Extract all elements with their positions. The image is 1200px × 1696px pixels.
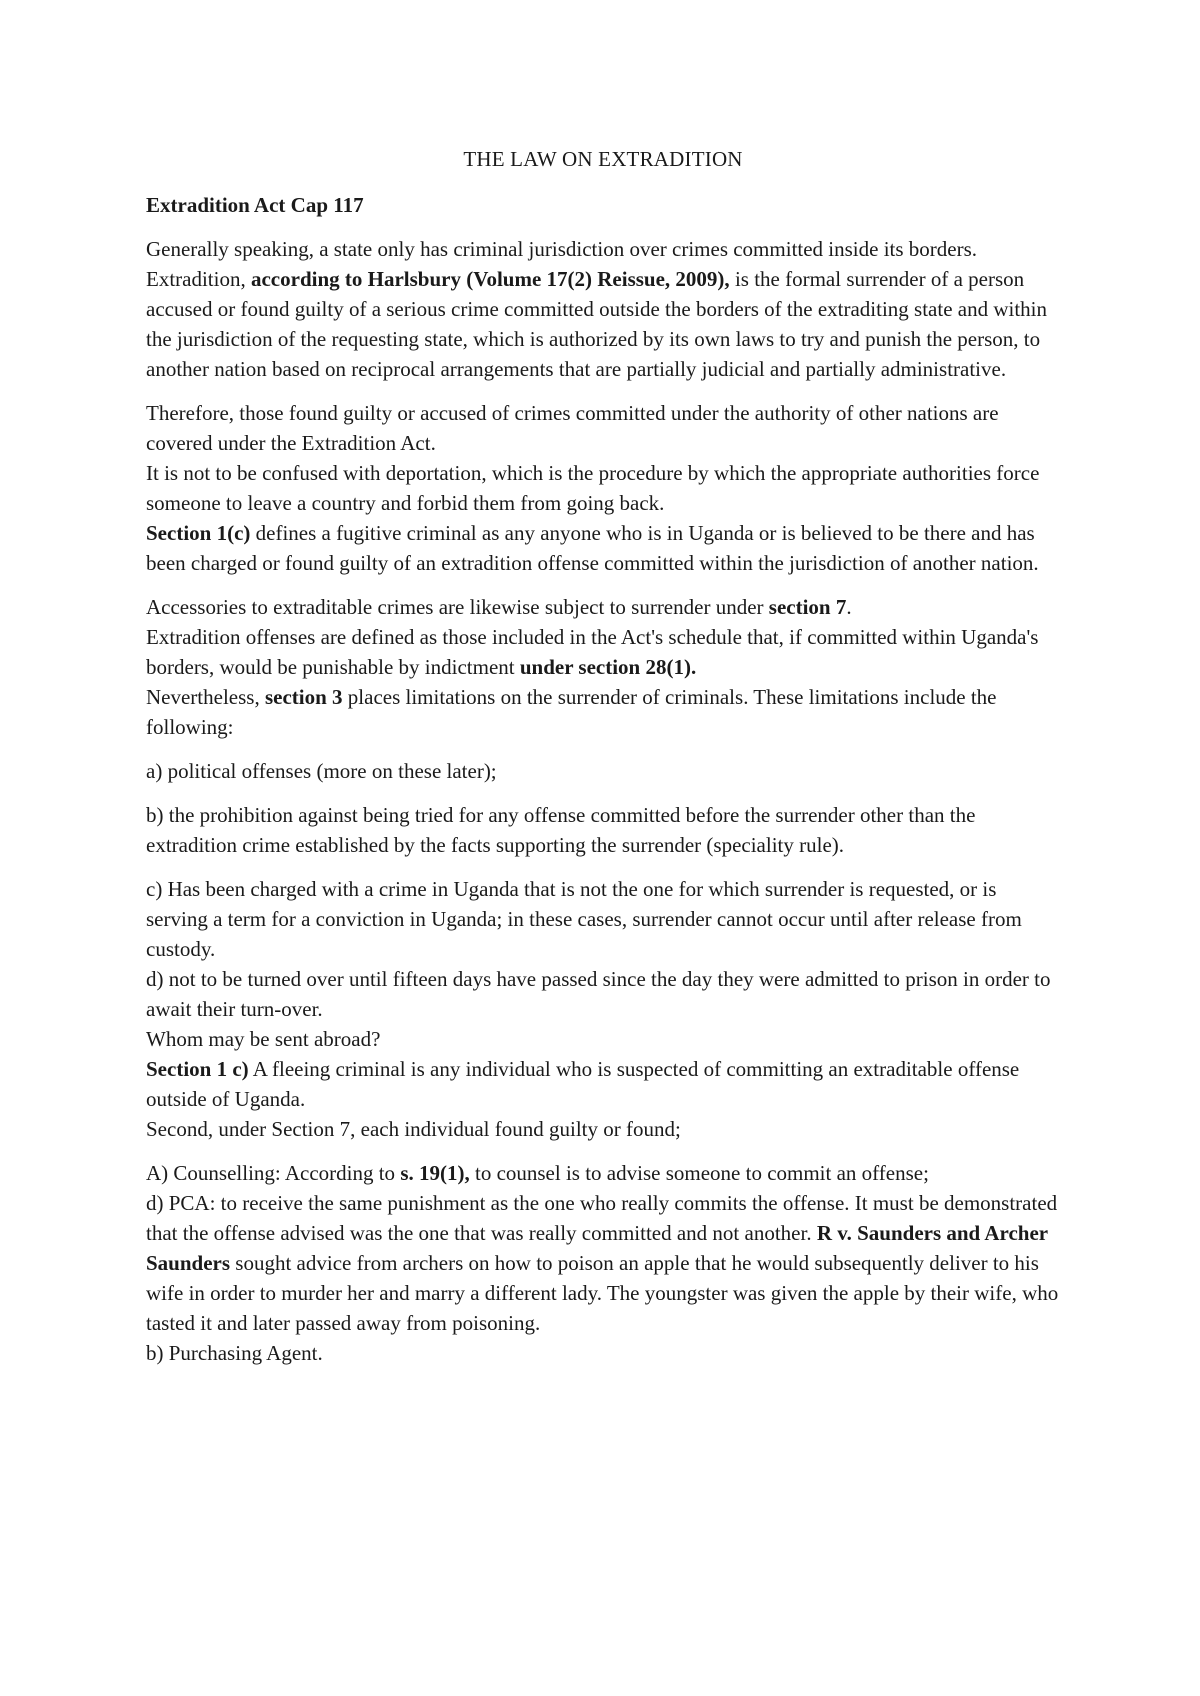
list-item-b: b) the prohibition against being tried for any offense committed before the surrender other than the extradition crime established by the facts supporting the surrender (speciality rule).	[146, 803, 976, 857]
list-item-d: d) not to be turned over until fifteen days have passed since the day they were admitted to prison in order to await their turn-over.	[146, 967, 1051, 1021]
paragraph-section-1c	[146, 518, 1060, 578]
paragraph-accessories	[146, 592, 1060, 622]
paragraph-coverage: Therefore, those found guilty or accused of crimes committed under the authority of other nations are covered under the Extradition Act.	[146, 401, 999, 455]
limitations-lead: Nevertheless,	[146, 685, 265, 709]
case-body: sought advice from archers on how to poison an apple that he would subsequently deliver to his wife in order to murder her and marry a different lady. The youngster was given the apple by their wife, who tasted it and later passed away from poisoning.	[146, 1251, 1059, 1335]
paragraph-offenses	[146, 622, 1060, 682]
section-1-c-ref: Section 1 c)	[146, 1057, 249, 1081]
section-1-c-body: A fleeing criminal is any individual who is suspected of committing an extraditable offense outside of Uganda.	[146, 1057, 1020, 1111]
paragraph-purchasing-agent: b) Purchasing Agent.	[146, 1341, 323, 1365]
section-1c-ref: Section 1(c)	[146, 521, 251, 545]
paragraph-deportation: It is not to be confused with deportation, which is the procedure by which the appropriate authorities force someone to leave a country and forbid them from going back.	[146, 461, 1040, 515]
section-19-ref: s. 19(1),	[400, 1161, 470, 1185]
definition-citation: according to Harlsbury (Volume 17(2) Reissue, 2009),	[250, 267, 730, 291]
offenses-body: Extradition offenses are defined as those included in the Act's schedule that, if committed within Uganda's borders, would be punishable by indictment	[146, 625, 1039, 679]
section-1c-body: defines a fugitive criminal as any anyone who is in Uganda or is believed to be there and has been charged or found guilty of an extradition offense committed within the jurisdiction of another nation.	[146, 521, 1039, 575]
limitations-body: places limitations on the surrender of criminals. These limitations include the following:	[146, 685, 997, 739]
list-item-a: a) political offenses (more on these later);	[146, 759, 497, 783]
list-item-c: c) Has been charged with a crime in Uganda that is not the one for which surrender is requested, or is serving a term for a conviction in Uganda; in these cases, surrender cannot occur until after release from custody.	[146, 877, 1022, 961]
counselling-lead: A) Counselling: According to	[146, 1161, 401, 1185]
document-title: THE LAW ON EXTRADITION	[463, 147, 743, 171]
accessories-end: .	[846, 595, 852, 619]
paragraph-definition	[146, 264, 1060, 384]
pca-body: d) PCA: to receive the same punishment as the one who really commits the offense. It must be demonstrated that the offense advised was the one that was really committed and not another.	[146, 1191, 1058, 1245]
paragraph-counselling	[146, 1158, 1060, 1188]
section-7-ref: section 7	[768, 595, 847, 619]
paragraph-jurisdiction: Generally speaking, a state only has criminal jurisdiction over crimes committed inside its borders.	[146, 237, 978, 261]
section-28-ref: under section 28(1).	[519, 655, 697, 679]
paragraph-limitations	[146, 682, 1060, 742]
definition-body: is the formal surrender of a person accused or found guilty of a serious crime committed outside the borders of the extraditing state and within the jurisdiction of the requesting state, which is authorized by its own laws to try and punish the person, to another nation based on reciprocal arrangements that are partially judicial and partially administrative.	[146, 267, 1048, 381]
counselling-body: to counsel is to advise someone to commit an offense;	[469, 1161, 929, 1185]
paragraph-section-1-c	[146, 1054, 1060, 1114]
case-citation: R v. Saunders and Archer Saunders	[146, 1221, 1048, 1275]
question-whom: Whom may be sent abroad?	[146, 1027, 381, 1051]
definition-lead: Extradition,	[146, 267, 251, 291]
paragraph-pca	[146, 1188, 1060, 1338]
accessories-lead: Accessories to extraditable crimes are likewise subject to surrender under	[146, 595, 769, 619]
act-heading	[146, 190, 1060, 220]
act-heading-text: Extradition Act Cap 117	[146, 193, 364, 217]
section-3-ref: section 3	[264, 685, 343, 709]
paragraph-section-7: Second, under Section 7, each individual found guilty or found;	[146, 1117, 681, 1141]
